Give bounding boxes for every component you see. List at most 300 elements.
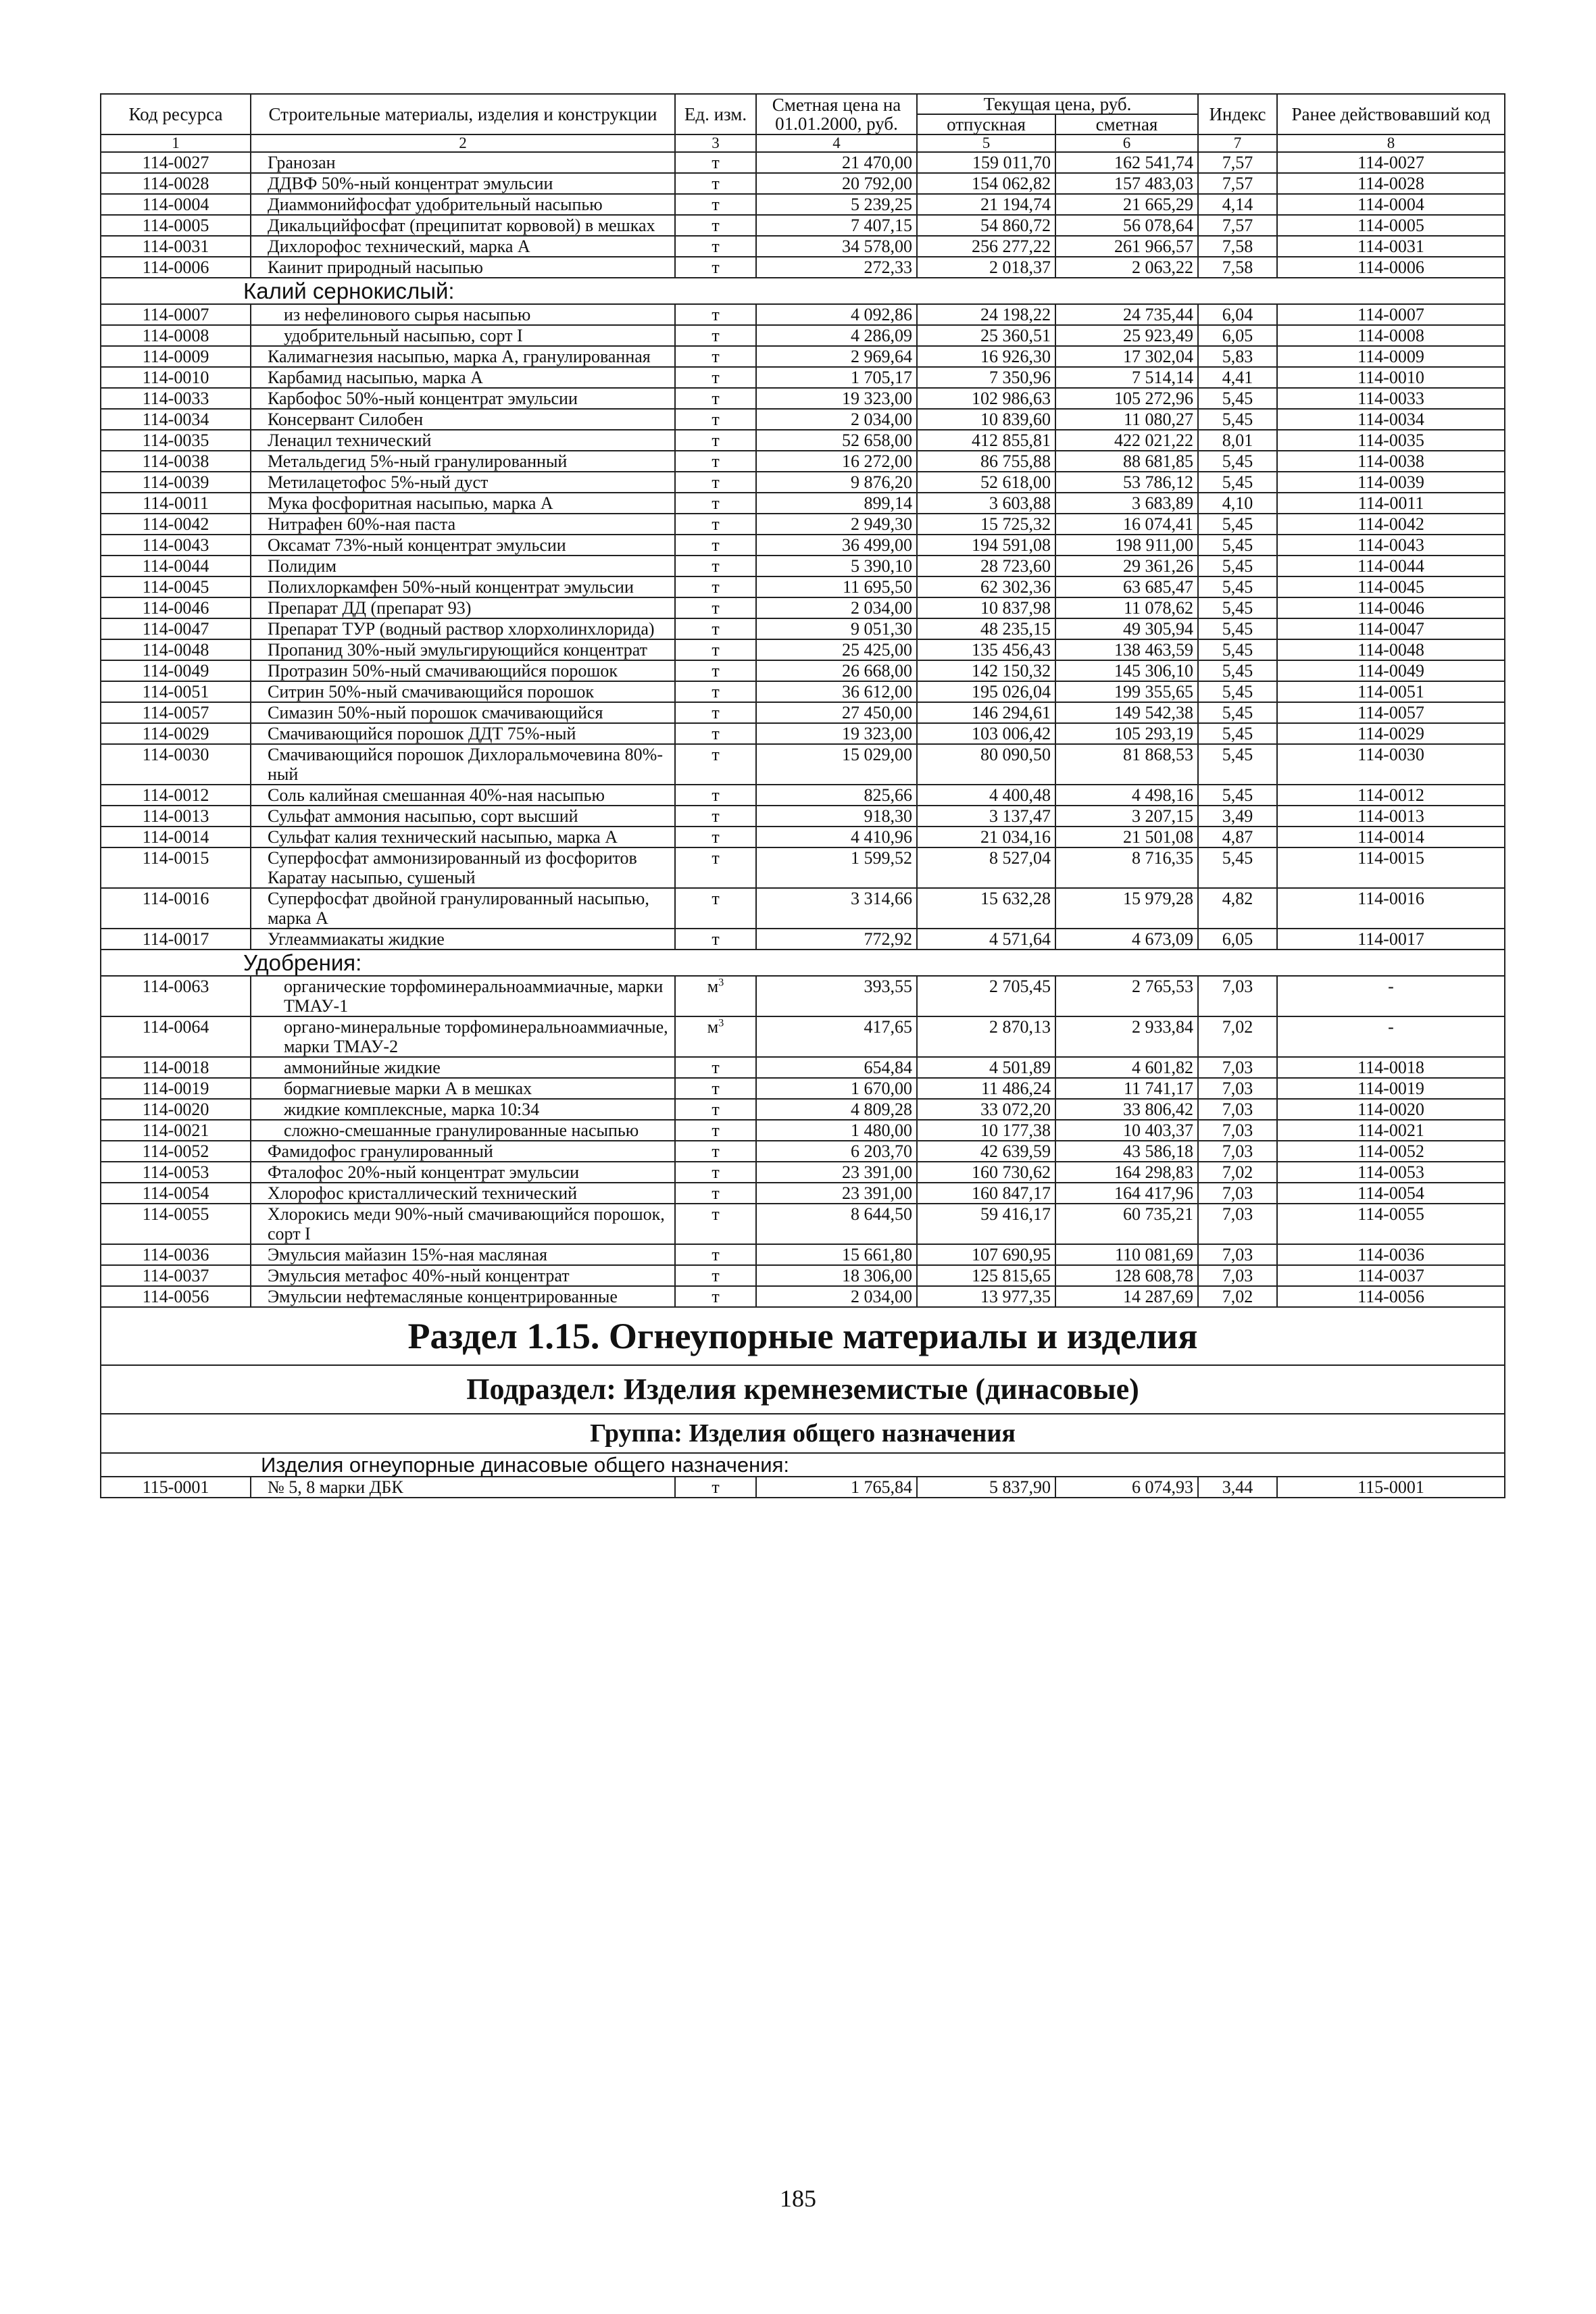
release-price: 59 416,17 (917, 1204, 1055, 1244)
header-prev-code: Ранее действовавший код (1277, 94, 1505, 134)
resource-code: 114-0009 (101, 346, 251, 367)
previous-code: 114-0017 (1277, 929, 1505, 950)
previous-code: 114-0046 (1277, 597, 1505, 618)
resource-code: 114-0045 (101, 576, 251, 597)
release-price: 10 839,60 (917, 409, 1055, 430)
estimate-price: 138 463,59 (1055, 639, 1198, 660)
material-name: Суперфосфат двойной гранулированный насыпью, марка А (251, 888, 675, 929)
estimate-price: 60 735,21 (1055, 1204, 1198, 1244)
material-name: органо-минеральные торфоминеральноаммиачные, марки ТМАУ-2 (251, 1016, 675, 1057)
resource-code: 114-0020 (101, 1099, 251, 1120)
resource-code: 114-0018 (101, 1057, 251, 1078)
table-row (101, 535, 1505, 556)
material-name: Углеаммиакаты жидкие (251, 929, 675, 950)
release-price: 13 977,35 (917, 1286, 1055, 1307)
material-name: Калимагнезия насыпью, марка А, гранулированная (251, 346, 675, 367)
price-index: 7,03 (1198, 1099, 1277, 1120)
release-price: 48 235,15 (917, 618, 1055, 639)
table-row (101, 618, 1505, 639)
estimate-price: 145 306,10 (1055, 660, 1198, 681)
unit-value: т (675, 744, 756, 785)
resource-code: 114-0048 (101, 639, 251, 660)
estimate-price: 16 074,41 (1055, 514, 1198, 535)
material-name: жидкие комплексные, марка 10:34 (251, 1099, 675, 1120)
base-price: 3 314,66 (756, 888, 917, 929)
price-index: 6,05 (1198, 325, 1277, 346)
material-name: удобрительный насыпью, сорт I (251, 325, 675, 346)
resource-code: 114-0037 (101, 1265, 251, 1286)
base-price: 2 969,64 (756, 346, 917, 367)
header-base-price: Сметная цена на 01.01.2000, руб. (756, 94, 917, 134)
previous-code: 114-0048 (1277, 639, 1505, 660)
base-price: 2 034,00 (756, 409, 917, 430)
material-name: Фталофос 20%-ный концентрат эмульсии (251, 1162, 675, 1183)
unit-value: т (675, 451, 756, 472)
release-price: 16 926,30 (917, 346, 1055, 367)
previous-code: 114-0013 (1277, 806, 1505, 827)
price-index: 5,45 (1198, 744, 1277, 785)
previous-code: 114-0016 (1277, 888, 1505, 929)
unit-exponent: 3 (718, 977, 724, 989)
resource-code: 114-0034 (101, 409, 251, 430)
release-price: 7 350,96 (917, 367, 1055, 388)
unit-value: т (675, 1477, 756, 1498)
subgroup-heading: Изделия огнеупорные динасовые общего назначения: (101, 1453, 1505, 1477)
header-index: Индекс (1198, 94, 1277, 134)
release-price: 103 006,42 (917, 723, 1055, 744)
previous-code: 114-0044 (1277, 556, 1505, 576)
previous-code: 114-0055 (1277, 1204, 1505, 1244)
estimate-price: 198 911,00 (1055, 535, 1198, 556)
unit-value: т (675, 785, 756, 806)
previous-code: 114-0009 (1277, 346, 1505, 367)
table-row (101, 409, 1505, 430)
table-row (101, 451, 1505, 472)
base-price: 393,55 (756, 976, 917, 1016)
price-index: 7,58 (1198, 257, 1277, 278)
material-name: Эмульсия майазин 15%-ная масляная (251, 1244, 675, 1265)
release-price: 11 486,24 (917, 1078, 1055, 1099)
price-index: 7,03 (1198, 1265, 1277, 1286)
base-price: 27 450,00 (756, 702, 917, 723)
material-name: Протразин 50%-ный смачивающийся порошок (251, 660, 675, 681)
price-index: 7,58 (1198, 236, 1277, 257)
resource-code: 114-0030 (101, 744, 251, 785)
previous-code: 114-0030 (1277, 744, 1505, 785)
previous-code: 114-0057 (1277, 702, 1505, 723)
estimate-price: 33 806,42 (1055, 1099, 1198, 1120)
unit-value: т (675, 618, 756, 639)
resource-code: 114-0012 (101, 785, 251, 806)
table-header (101, 94, 1505, 152)
price-index: 7,03 (1198, 1183, 1277, 1204)
table-row (101, 806, 1505, 827)
table-row (101, 430, 1505, 451)
release-price: 8 527,04 (917, 847, 1055, 888)
estimate-price: 4 498,16 (1055, 785, 1198, 806)
table-row (101, 744, 1505, 785)
subgroup-heading-row (101, 1453, 1505, 1477)
material-name: Нитрафен 60%-ная паста (251, 514, 675, 535)
table-row (101, 639, 1505, 660)
previous-code: 114-0036 (1277, 1244, 1505, 1265)
unit-value: т (675, 493, 756, 514)
group-title: Группа: Изделия общего назначения (101, 1414, 1505, 1453)
estimate-price: 25 923,49 (1055, 325, 1198, 346)
material-name: Дикальцийфосфат (преципитат корвовой) в мешках (251, 215, 675, 236)
release-price: 62 302,36 (917, 576, 1055, 597)
previous-code: 114-0038 (1277, 451, 1505, 472)
column-number: 7 (1198, 134, 1277, 152)
price-index: 5,45 (1198, 576, 1277, 597)
previous-code: 114-0028 (1277, 173, 1505, 194)
previous-code: 114-0015 (1277, 847, 1505, 888)
group-heading-row (101, 278, 1505, 304)
release-price: 10 837,98 (917, 597, 1055, 618)
unit-value: т (675, 888, 756, 929)
price-index: 7,02 (1198, 1286, 1277, 1307)
table-row (101, 847, 1505, 888)
previous-code: 114-0027 (1277, 152, 1505, 173)
table-row (101, 1265, 1505, 1286)
previous-code: 114-0051 (1277, 681, 1505, 702)
resource-code: 114-0043 (101, 535, 251, 556)
estimate-price: 164 298,83 (1055, 1162, 1198, 1183)
base-price: 23 391,00 (756, 1183, 917, 1204)
table-row (101, 215, 1505, 236)
resource-code: 114-0014 (101, 827, 251, 847)
estimate-price: 4 601,82 (1055, 1057, 1198, 1078)
table-row (101, 1162, 1505, 1183)
release-price: 107 690,95 (917, 1244, 1055, 1265)
base-price: 1 480,00 (756, 1120, 917, 1141)
unit-value: т (675, 1183, 756, 1204)
resource-code: 114-0054 (101, 1183, 251, 1204)
table-row (101, 576, 1505, 597)
price-index: 5,45 (1198, 597, 1277, 618)
unit-value: т (675, 702, 756, 723)
table-row (101, 888, 1505, 929)
material-name: Метилацетофос 5%-ный дуст (251, 472, 675, 493)
header-current-price: Текущая цена, руб. (917, 94, 1198, 114)
price-index: 5,45 (1198, 702, 1277, 723)
estimate-price: 105 272,96 (1055, 388, 1198, 409)
release-price: 412 855,81 (917, 430, 1055, 451)
header-unit: Ед. изм. (675, 94, 756, 134)
estimate-price: 110 081,69 (1055, 1244, 1198, 1265)
resource-code: 114-0007 (101, 304, 251, 325)
unit-value: т (675, 597, 756, 618)
unit-value: т (675, 847, 756, 888)
price-index: 7,57 (1198, 152, 1277, 173)
release-price: 54 860,72 (917, 215, 1055, 236)
material-name: Ситрин 50%-ный смачивающийся порошок (251, 681, 675, 702)
resource-code: 114-0016 (101, 888, 251, 929)
price-index: 5,45 (1198, 409, 1277, 430)
page-number: 185 (780, 2185, 816, 2212)
release-price: 21 194,74 (917, 194, 1055, 215)
release-price: 159 011,70 (917, 152, 1055, 173)
base-price: 21 470,00 (756, 152, 917, 173)
price-index: 5,45 (1198, 556, 1277, 576)
estimate-price: 3 207,15 (1055, 806, 1198, 827)
price-index: 6,04 (1198, 304, 1277, 325)
release-price: 5 837,90 (917, 1477, 1055, 1498)
price-index: 8,01 (1198, 430, 1277, 451)
release-price: 4 400,48 (917, 785, 1055, 806)
price-index: 7,02 (1198, 1016, 1277, 1057)
estimate-price: 11 080,27 (1055, 409, 1198, 430)
material-name: Мука фосфоритная насыпью, марка А (251, 493, 675, 514)
unit-value: м (707, 977, 719, 996)
previous-code: 114-0006 (1277, 257, 1505, 278)
column-number: 2 (251, 134, 675, 152)
previous-code: 114-0014 (1277, 827, 1505, 847)
previous-code: 114-0007 (1277, 304, 1505, 325)
previous-code: 114-0034 (1277, 409, 1505, 430)
price-index: 5,83 (1198, 346, 1277, 367)
table-row (101, 1477, 1505, 1498)
material-name: Полихлоркамфен 50%-ный концентрат эмульсии (251, 576, 675, 597)
price-index: 7,57 (1198, 215, 1277, 236)
table-row (101, 1286, 1505, 1307)
base-price: 272,33 (756, 257, 917, 278)
material-name: Суперфосфат аммонизированный из фосфоритов Каратау насыпью, сушеный (251, 847, 675, 888)
unit-value: т (675, 806, 756, 827)
table-row (101, 325, 1505, 346)
resource-code: 114-0005 (101, 215, 251, 236)
base-price: 9 051,30 (756, 618, 917, 639)
base-price: 5 239,25 (756, 194, 917, 215)
unit-value: т (675, 681, 756, 702)
unit-value: т (675, 1078, 756, 1099)
release-price: 10 177,38 (917, 1120, 1055, 1141)
material-name: Фамидофос гранулированный (251, 1141, 675, 1162)
material-name: Метальдегид 5%-ный гранулированный (251, 451, 675, 472)
table-row (101, 1244, 1505, 1265)
estimate-price: 7 514,14 (1055, 367, 1198, 388)
price-index: 4,14 (1198, 194, 1277, 215)
unit-cell (675, 1016, 756, 1057)
unit-value: т (675, 194, 756, 215)
previous-code: 114-0043 (1277, 535, 1505, 556)
estimate-price: 17 302,04 (1055, 346, 1198, 367)
unit-value: т (675, 1099, 756, 1120)
base-price: 8 644,50 (756, 1204, 917, 1244)
table-row (101, 1078, 1505, 1099)
release-price: 195 026,04 (917, 681, 1055, 702)
price-index: 5,45 (1198, 514, 1277, 535)
base-price: 1 599,52 (756, 847, 917, 888)
estimate-price: 128 608,78 (1055, 1265, 1198, 1286)
price-index: 5,45 (1198, 639, 1277, 660)
base-price: 2 034,00 (756, 1286, 917, 1307)
material-name: Гранозан (251, 152, 675, 173)
estimate-price: 21 501,08 (1055, 827, 1198, 847)
base-price: 6 203,70 (756, 1141, 917, 1162)
table-row (101, 236, 1505, 257)
base-price: 899,14 (756, 493, 917, 514)
table-row (101, 1057, 1505, 1078)
base-price: 772,92 (756, 929, 917, 950)
base-price: 15 029,00 (756, 744, 917, 785)
column-number: 8 (1277, 134, 1505, 152)
previous-code: 114-0031 (1277, 236, 1505, 257)
unit-value: т (675, 152, 756, 173)
resource-code: 114-0039 (101, 472, 251, 493)
resource-code: 114-0021 (101, 1120, 251, 1141)
unit-value: т (675, 514, 756, 535)
base-price: 25 425,00 (756, 639, 917, 660)
resource-code: 114-0013 (101, 806, 251, 827)
estimate-price: 105 293,19 (1055, 723, 1198, 744)
release-price: 15 632,28 (917, 888, 1055, 929)
unit-exponent: 3 (718, 1017, 724, 1029)
base-price: 1 765,84 (756, 1477, 917, 1498)
base-price: 52 658,00 (756, 430, 917, 451)
base-price: 9 876,20 (756, 472, 917, 493)
table-row (101, 976, 1505, 1016)
previous-code: 114-0029 (1277, 723, 1505, 744)
group-heading: Калий сернокислый: (101, 278, 1505, 304)
unit-value: т (675, 1244, 756, 1265)
previous-code: 114-0045 (1277, 576, 1505, 597)
header-code: Код ресурса (101, 94, 251, 134)
release-price: 135 456,43 (917, 639, 1055, 660)
resource-code: 114-0019 (101, 1078, 251, 1099)
material-name: Каинит природный насыпью (251, 257, 675, 278)
base-price: 4 286,09 (756, 325, 917, 346)
price-index: 4,82 (1198, 888, 1277, 929)
material-name: бормагниевые марки А в мешках (251, 1078, 675, 1099)
base-price: 1 705,17 (756, 367, 917, 388)
section-title-row (101, 1307, 1505, 1365)
resource-code: 114-0038 (101, 451, 251, 472)
base-price: 2 949,30 (756, 514, 917, 535)
base-price: 15 661,80 (756, 1244, 917, 1265)
release-price: 160 847,17 (917, 1183, 1055, 1204)
previous-code: 114-0005 (1277, 215, 1505, 236)
material-name: сложно-смешанные гранулированные насыпью (251, 1120, 675, 1141)
resource-code: 114-0008 (101, 325, 251, 346)
previous-code: 114-0052 (1277, 1141, 1505, 1162)
estimate-price: 3 683,89 (1055, 493, 1198, 514)
estimate-price: 15 979,28 (1055, 888, 1198, 929)
release-price: 80 090,50 (917, 744, 1055, 785)
previous-code: 114-0008 (1277, 325, 1505, 346)
base-price: 16 272,00 (756, 451, 917, 472)
table-row (101, 723, 1505, 744)
release-price: 21 034,16 (917, 827, 1055, 847)
table-body (101, 152, 1505, 1498)
resource-code: 114-0035 (101, 430, 251, 451)
estimate-price: 29 361,26 (1055, 556, 1198, 576)
estimate-price: 53 786,12 (1055, 472, 1198, 493)
resource-code: 114-0006 (101, 257, 251, 278)
estimate-price: 4 673,09 (1055, 929, 1198, 950)
resource-code: 114-0031 (101, 236, 251, 257)
material-name: Карбофос 50%-ный концентрат эмульсии (251, 388, 675, 409)
estimate-price: 2 933,84 (1055, 1016, 1198, 1057)
release-price: 142 150,32 (917, 660, 1055, 681)
estimate-price: 10 403,37 (1055, 1120, 1198, 1141)
material-name: Соль калийная смешанная 40%-ная насыпью (251, 785, 675, 806)
unit-value: т (675, 1141, 756, 1162)
release-price: 3 603,88 (917, 493, 1055, 514)
unit-value: т (675, 173, 756, 194)
previous-code: 114-0039 (1277, 472, 1505, 493)
resource-code: 114-0049 (101, 660, 251, 681)
base-price: 20 792,00 (756, 173, 917, 194)
table-row (101, 304, 1505, 325)
estimate-price: 8 716,35 (1055, 847, 1198, 888)
price-index: 7,03 (1198, 1204, 1277, 1244)
estimate-price: 81 868,53 (1055, 744, 1198, 785)
unit-value: т (675, 304, 756, 325)
table-row (101, 514, 1505, 535)
release-price: 2 870,13 (917, 1016, 1055, 1057)
unit-value: т (675, 325, 756, 346)
release-price: 102 986,63 (917, 388, 1055, 409)
material-name: № 5, 8 марки ДБК (251, 1477, 675, 1498)
unit-value: т (675, 409, 756, 430)
table-row (101, 173, 1505, 194)
resource-code: 114-0029 (101, 723, 251, 744)
header-name: Строительные материалы, изделия и конструкции (251, 94, 675, 134)
material-name: Ленацил технический (251, 430, 675, 451)
base-price: 4 410,96 (756, 827, 917, 847)
subsection-title-row (101, 1365, 1505, 1414)
price-index: 5,45 (1198, 660, 1277, 681)
price-index: 5,45 (1198, 723, 1277, 744)
unit-value: т (675, 660, 756, 681)
estimate-price: 261 966,57 (1055, 236, 1198, 257)
release-price: 146 294,61 (917, 702, 1055, 723)
previous-code: 114-0049 (1277, 660, 1505, 681)
previous-code: 114-0020 (1277, 1099, 1505, 1120)
estimate-price: 11 741,17 (1055, 1078, 1198, 1099)
estimate-price: 24 735,44 (1055, 304, 1198, 325)
estimate-price: 43 586,18 (1055, 1141, 1198, 1162)
unit-value: т (675, 257, 756, 278)
release-price: 15 725,32 (917, 514, 1055, 535)
unit-value: т (675, 1057, 756, 1078)
unit-value: т (675, 1204, 756, 1244)
price-index: 3,49 (1198, 806, 1277, 827)
table-row (101, 152, 1505, 173)
base-price: 2 034,00 (756, 597, 917, 618)
subsection-title: Подраздел: Изделия кремнеземистые (динасовые) (101, 1365, 1505, 1414)
base-price: 18 306,00 (756, 1265, 917, 1286)
base-price: 918,30 (756, 806, 917, 827)
table-row (101, 929, 1505, 950)
release-price: 125 815,65 (917, 1265, 1055, 1286)
group-heading-row (101, 950, 1505, 976)
material-name: Сульфат аммония насыпью, сорт высший (251, 806, 675, 827)
release-price: 160 730,62 (917, 1162, 1055, 1183)
column-number: 3 (675, 134, 756, 152)
table-row (101, 1016, 1505, 1057)
material-name: Сульфат калия технический насыпью, марка А (251, 827, 675, 847)
price-table (100, 93, 1505, 1498)
release-price: 154 062,82 (917, 173, 1055, 194)
unit-value: т (675, 1265, 756, 1286)
material-name: Полидим (251, 556, 675, 576)
estimate-price: 49 305,94 (1055, 618, 1198, 639)
price-index: 7,57 (1198, 173, 1277, 194)
previous-code: 114-0018 (1277, 1057, 1505, 1078)
price-index: 7,03 (1198, 1057, 1277, 1078)
